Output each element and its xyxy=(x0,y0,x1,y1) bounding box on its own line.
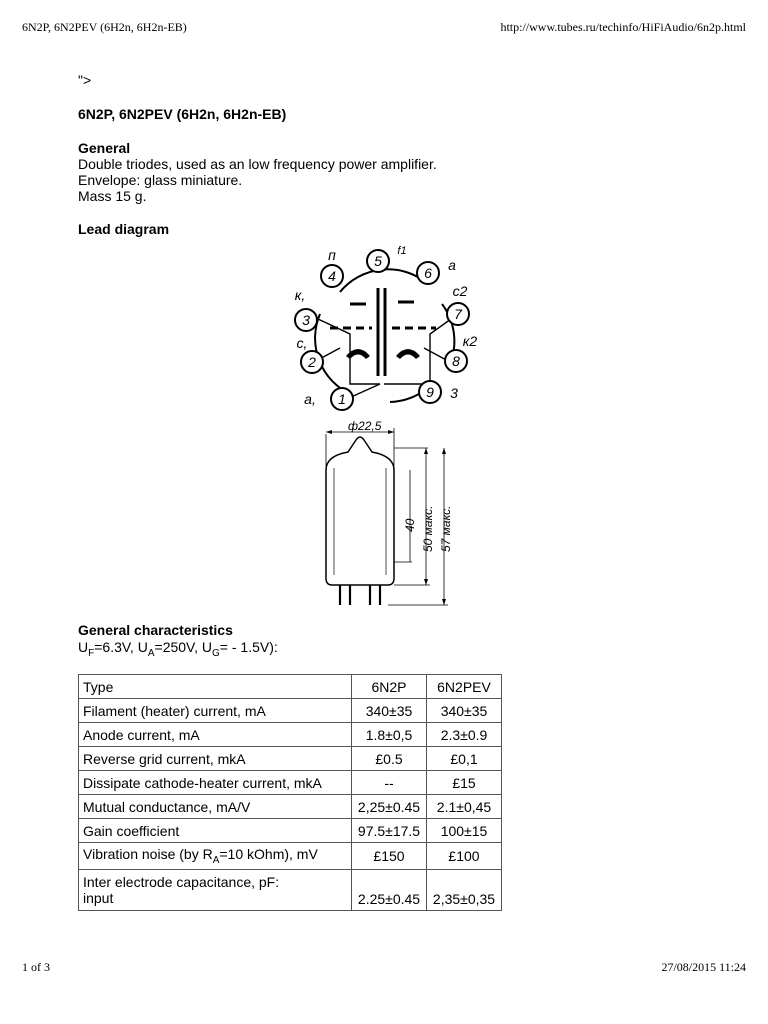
label-p: п xyxy=(328,247,336,263)
label-k2: к2 xyxy=(462,333,478,349)
label-k1: к, xyxy=(294,287,306,303)
row-value-6n2p: 2,25±0.45 xyxy=(352,795,427,819)
table-row xyxy=(79,699,502,723)
characteristics-heading: General characteristics xyxy=(78,622,233,638)
dim-57: 57 макс. xyxy=(439,505,453,552)
pin-6-number: 6 xyxy=(424,265,432,281)
row-label: Gain coefficient xyxy=(79,819,352,843)
row-value-6n2pev: £0,1 xyxy=(427,747,502,771)
pin-1-number: 1 xyxy=(338,391,346,407)
label-a2: a xyxy=(448,257,456,273)
table-row xyxy=(79,819,502,843)
table-row xyxy=(79,795,502,819)
row-value-6n2p: 2.25±0.45 xyxy=(352,869,427,910)
label-a1: a, xyxy=(304,391,316,407)
characteristics-section xyxy=(78,622,278,662)
page-content xyxy=(78,72,678,237)
row-value-6n2p: 1.8±0,5 xyxy=(352,723,427,747)
pin-9-number: 9 xyxy=(426,384,434,400)
row-value-6n2p: -- xyxy=(352,771,427,795)
tube-outline-diagram xyxy=(300,420,470,610)
tube-outline-image xyxy=(300,420,470,610)
lead-diagram xyxy=(280,244,480,414)
label-c2: c2 xyxy=(452,283,468,299)
row-label: Reverse grid current, mkA xyxy=(79,747,352,771)
label-c1: c, xyxy=(296,335,308,351)
pin-5-number: 5 xyxy=(374,253,382,269)
row-label: Dissipate cathode-heater current, mkA xyxy=(79,771,352,795)
stray-text: "> xyxy=(78,72,92,88)
row-label: Anode current, mA xyxy=(79,723,352,747)
pin-3-number: 3 xyxy=(302,312,310,328)
general-line-3: Mass 15 g. xyxy=(78,188,147,204)
characteristics-table xyxy=(78,674,502,911)
table-row xyxy=(79,771,502,795)
row-value-6n2p: £0.5 xyxy=(352,747,427,771)
dim-diameter: ф22,5 xyxy=(348,420,382,433)
label-pin9: 3 xyxy=(450,385,458,401)
row-value-6n2pev: £100 xyxy=(427,843,502,870)
table-row xyxy=(79,723,502,747)
general-heading: General xyxy=(78,140,131,156)
general-line-1: Double triodes, used as an low frequency power amplifier. xyxy=(78,156,437,172)
row-value-6n2pev: 100±15 xyxy=(427,819,502,843)
header-type: Type xyxy=(79,675,352,699)
table-row xyxy=(79,747,502,771)
pin-4-number: 4 xyxy=(328,268,336,284)
row-value-6n2pev: 2,35±0,35 xyxy=(427,869,502,910)
row-label: Inter electrode capacitance, pF: input xyxy=(79,869,352,910)
row-value-6n2pev: 340±35 xyxy=(427,699,502,723)
row-value-6n2pev: 2.3±0.9 xyxy=(427,723,502,747)
row-label: Vibration noise (by $R_A=10$ kOhm), mV xyxy=(79,843,352,870)
row-value-6n2pev: £15 xyxy=(427,771,502,795)
row-label: Filament (heater) current, mA xyxy=(79,699,352,723)
lead-diagram-image xyxy=(280,244,480,414)
table-row xyxy=(79,869,502,910)
header-6n2pev: 6N2PEV xyxy=(427,675,502,699)
pin-2-number: 2 xyxy=(308,354,316,370)
print-timestamp: 27/08/2015 11:24 xyxy=(661,960,746,974)
test-conditions: $U_F=6.3V$, $U_A=250V$, $U_G= - 1.5V$): xyxy=(78,639,278,659)
browser-print-url: http://www.tubes.ru/techinfo/HiFiAudio/6n2p.html xyxy=(500,20,746,34)
row-label: Mutual conductance, mA/V xyxy=(79,795,352,819)
pin-8-number: 8 xyxy=(452,353,460,369)
table-header-row xyxy=(79,675,502,699)
table-row xyxy=(79,843,502,870)
page-title: 6N2P, 6N2PEV (6H2n, 6H2n-EB) xyxy=(78,106,287,122)
row-value-6n2p: 340±35 xyxy=(352,699,427,723)
pin-7-number: 7 xyxy=(454,306,462,322)
dim-40: 40 xyxy=(403,518,417,532)
row-value-6n2p: £150 xyxy=(352,843,427,870)
general-line-2: Envelope: glass miniature. xyxy=(78,172,243,188)
page-counter: 1 of 3 xyxy=(22,960,50,974)
header-6n2p: 6N2P xyxy=(352,675,427,699)
lead-diagram-heading: Lead diagram xyxy=(78,221,170,237)
row-value-6n2p: 97.5±17.5 xyxy=(352,819,427,843)
browser-print-title: 6N2P, 6N2PEV (6H2n, 6H2n-EB) xyxy=(22,20,187,34)
dim-50: 50 макс. xyxy=(421,505,435,552)
label-f1: f1 xyxy=(397,245,407,257)
row-value-6n2pev: 2.1±0,45 xyxy=(427,795,502,819)
